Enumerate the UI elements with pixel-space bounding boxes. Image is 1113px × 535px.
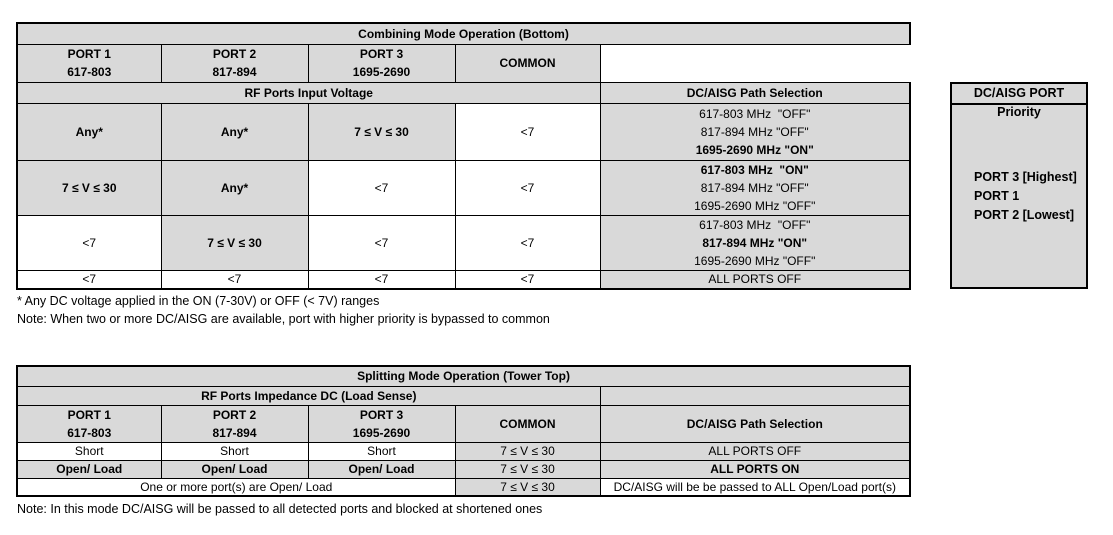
row1-port1-cell: Any* [17,103,161,160]
combining-table-title: Combining Mode Operation (Bottom) [17,23,910,44]
row1-path-cell [600,103,910,160]
path-line: 1695-2690 MHz "OFF" [694,198,816,213]
open-row-common-cell: 7 ≤ V ≤ 30 [455,460,600,478]
combining-mode-table [16,22,911,290]
open-row-port2-cell: Open/ Load [161,460,308,478]
path-selection-header: DC/AISG Path Selection [600,82,910,103]
path-line: 1695-2690 MHz "ON" [695,142,814,157]
impedance-header: RF Ports Impedance DC (Load Sense) [17,386,600,405]
port3-name: PORT 3 [359,47,404,61]
table-row [17,460,910,478]
row2-port3-cell: <7 [308,160,455,215]
row3-port2-cell: 7 ≤ V ≤ 30 [161,215,308,270]
path-line: 817-894 MHz "ON" [702,235,808,250]
short-row-common-cell: 7 ≤ V ≤ 30 [455,442,600,460]
table-row [17,405,910,442]
port1-range: 617-803 [67,425,112,440]
port1-range: 617-803 [67,65,112,79]
row1-common-cell: <7 [455,103,600,160]
path-line: 1695-2690 MHz "OFF" [694,253,816,268]
combining-footnote-note: Note: When two or more DC/AISG are available, port with higher priority is bypassed to common [17,312,550,326]
port1-header-cell [17,405,161,442]
short-row-port3-cell: Short [308,442,455,460]
open-row-port3-cell: Open/ Load [308,460,455,478]
row1-port2-cell: Any* [161,103,308,160]
table-row [17,103,910,160]
dc-aisg-port-priority-panel [950,82,1088,289]
mixed-row-merged-cell: One or more port(s) are Open/ Load [17,478,455,496]
table-row [17,44,910,82]
empty-region [600,44,910,82]
row2-port2-cell: Any* [161,160,308,215]
priority-item: PORT 1 [974,188,1020,203]
port3-header-cell [308,405,455,442]
path-line: 817-894 MHz "OFF" [700,124,809,139]
port2-header-cell [161,44,308,82]
combining-footnote-asterisk: * Any DC voltage applied in the ON (7-30V) or OFF (< 7V) ranges [17,294,380,308]
open-row-path-cell: ALL PORTS ON [600,460,910,478]
row4-port1-cell: <7 [17,270,161,289]
splitting-table-title: Splitting Mode Operation (Tower Top) [17,366,910,386]
short-row-port1-cell: Short [17,442,161,460]
row3-port1-cell: <7 [17,215,161,270]
priority-item: PORT 3 [Highest] [974,169,1077,184]
path-line: 617-803 MHz "OFF" [699,106,811,121]
common-header-cell: COMMON [455,44,600,82]
port1-name: PORT 1 [67,407,111,422]
port3-range: 1695-2690 [352,425,411,440]
row2-path-cell [600,160,910,215]
table-row [17,478,910,496]
row1-port3-cell: 7 ≤ V ≤ 30 [308,103,455,160]
splitting-mode-table [16,365,911,497]
port2-range: 817-894 [212,425,257,440]
port2-header-cell [161,405,308,442]
row4-port2-cell: <7 [161,270,308,289]
port2-name: PORT 2 [212,407,257,422]
table-row [17,215,910,270]
priority-panel-body [952,105,1086,287]
table-row [17,23,910,44]
path-selection-header: DC/AISG Path Selection [600,405,910,442]
mixed-row-common-cell: 7 ≤ V ≤ 30 [455,478,600,496]
path-line: 617-803 MHz "ON" [700,162,809,177]
rf-input-voltage-header: RF Ports Input Voltage [17,82,600,103]
table-row [17,386,910,405]
port2-name: PORT 2 [212,47,257,61]
row4-common-cell: <7 [455,270,600,289]
row3-port3-cell: <7 [308,215,455,270]
table-row [17,366,910,386]
splitting-footnote-note: Note: In this mode DC/AISG will be passed to all detected ports and blocked at shortened ones [17,502,543,516]
table-row [17,160,910,215]
table-row [17,82,910,103]
port2-range: 817-894 [212,65,257,79]
row2-common-cell: <7 [455,160,600,215]
port3-header-cell [308,44,455,82]
row2-port1-cell: 7 ≤ V ≤ 30 [17,160,161,215]
row3-path-cell [600,215,910,270]
row3-common-cell: <7 [455,215,600,270]
port3-name: PORT 3 [359,407,404,422]
table-row [17,270,910,289]
impedance-spacer-cell [600,386,910,405]
port1-header-cell [17,44,161,82]
path-line: 817-894 MHz "OFF" [700,180,809,195]
common-header-cell: COMMON [455,405,600,442]
priority-panel-title: DC/AISG PORT Priority [952,84,1086,105]
row4-port3-cell: <7 [308,270,455,289]
short-row-path-cell: ALL PORTS OFF [600,442,910,460]
row4-path-cell: ALL PORTS OFF [600,270,910,289]
port3-range: 1695-2690 [352,65,411,79]
mixed-row-path-cell: DC/AISG will be be passed to ALL Open/Load port(s) [600,478,910,496]
short-row-port2-cell: Short [161,442,308,460]
open-row-port1-cell: Open/ Load [17,460,161,478]
port1-name: PORT 1 [67,47,111,61]
path-line: 617-803 MHz "OFF" [699,217,811,232]
table-row [17,442,910,460]
priority-item: PORT 2 [Lowest] [974,207,1075,222]
